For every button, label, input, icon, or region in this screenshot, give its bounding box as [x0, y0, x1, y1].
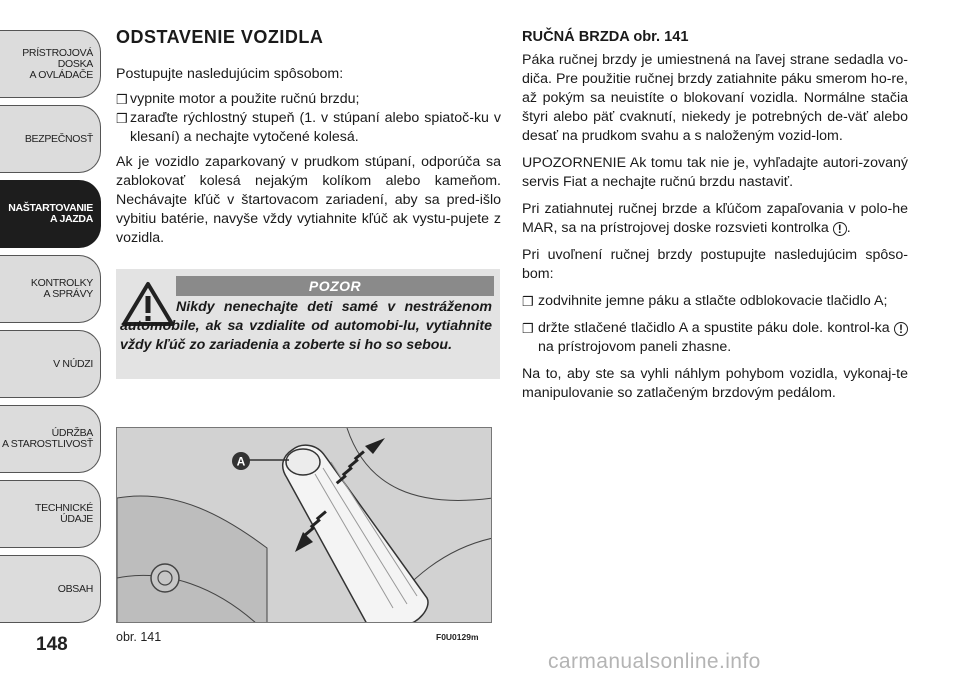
body-paragraph: Na to, aby ste sa vyhli náhlym pohybom vozidla, vykonaj-te manipulovanie so zatlačeným brzdovým pedálom.: [522, 366, 908, 401]
brake-warning-lamp-icon: !: [894, 322, 908, 336]
callout-a-label: A: [236, 454, 246, 469]
list-item: ❒ držte stlačené tlačidlo A a spustite páku dole. kontrol-ka ! na prístrojovom paneli zhasne.: [522, 319, 908, 357]
handbrake-figure: [116, 427, 492, 623]
left-column: [116, 28, 501, 254]
checkbox-bullet-icon: ❒: [522, 321, 534, 336]
checkbox-bullet-icon: ❒: [116, 92, 128, 107]
body-paragraph: Pri zatiahnutej ručnej brzde a kľúčom zapaľovania v polo-he MAR, sa na prístrojovej doske rozsvieti kontrolka ! .: [522, 201, 908, 236]
checkbox-bullet-icon: ❒: [522, 294, 534, 309]
handbrake-illustration: [117, 428, 492, 623]
tab-pristrojova-doska[interactable]: PRÍSTROJOVÁ DOSKA A OVLÁDAČE: [0, 30, 101, 98]
page-number: 148: [36, 634, 68, 655]
handbrake-heading: RUČNÁ BRZDA obr. 141: [522, 29, 689, 45]
tab-nastartovanie-a-jazda[interactable]: NAŠTARTOVANIE A JAZDA: [0, 180, 101, 248]
body-paragraph: Pri uvoľnení ručnej brzdy postupujte nasledujúcim spôso-bom:: [522, 247, 908, 282]
body-paragraph: Páka ručnej brzdy je umiestnená na ľavej strane sedadla vo-diča. Pre použitie ručnej brzdy zatiahnite páku smerom ho-re, až pokým sa neuistíte o blokovaní vozidla. Normálne stačia štyri alebo päť cvaknutí, niekedy je potrebných de-väť alebo desať na prudkom svahu a s naloženým vozid-lom.: [522, 52, 908, 144]
watermark: carmanualsonline.info: [548, 650, 761, 673]
list-item: ❒ vypnite motor a použite ručnú brzdu;: [116, 91, 360, 107]
body-paragraph: Ak je vozidlo zaparkovaný v prudkom stúpaní, odporúča sa zablokovať kolesá nejakým kolíkom alebo kameňom. Nechávajte kľúč v štartovacom zariadení, aby sa pred-išlo vybitiu batérie, navyše vždy vytiahnite kľúč ak vystu-pujete z vozidla.: [116, 154, 501, 246]
tab-technicke-udaje[interactable]: TECHNICKÉ ÚDAJE: [0, 480, 101, 548]
tab-obsah[interactable]: OBSAH: [0, 555, 101, 623]
intro-text: Postupujte nasledujúcim spôsobom:: [116, 66, 344, 82]
tab-kontrolky[interactable]: KONTROLKY A SPRÁVY: [0, 255, 101, 323]
list-item: ❒ zaraďte rýchlostný stupeň (1. v stúpaní alebo spiatoč-ku v klesaní) a nechajte vytočené kolesá.: [116, 110, 501, 145]
section-heading: ODSTAVENIE VOZIDLA: [116, 27, 324, 47]
tab-udrzba[interactable]: ÚDRŽBA A STAROSTLIVOSŤ: [0, 405, 101, 473]
tab-v-nudzi[interactable]: V NÚDZI: [0, 330, 101, 398]
list-item: ❒ zodvihnite jemne páku a stlačte odblokovacie tlačidlo A;: [522, 293, 888, 309]
checkbox-bullet-icon: ❒: [116, 111, 128, 126]
figure-caption: obr. 141: [116, 630, 162, 644]
tab-bezpecnost[interactable]: BEZPEČNOSŤ: [0, 105, 101, 173]
figure-code: F0U0129m: [436, 632, 479, 642]
warning-text: Nikdy nenechajte deti samé v nestráženom automobile, ak sa vzdialite od automobi-lu, vytiahnite vždy kľúč zo zariadenia a zoberte si ho so sebou.: [120, 299, 492, 353]
brake-warning-lamp-icon: !: [833, 222, 847, 236]
warning-title: POZOR: [176, 276, 494, 296]
notice-paragraph: UPOZORNENIE Ak tomu tak nie je, vyhľadajte autori-zovaný servis Fiat a nechajte ručnú brzdu nastaviť.: [522, 155, 908, 190]
right-column: [522, 28, 908, 411]
